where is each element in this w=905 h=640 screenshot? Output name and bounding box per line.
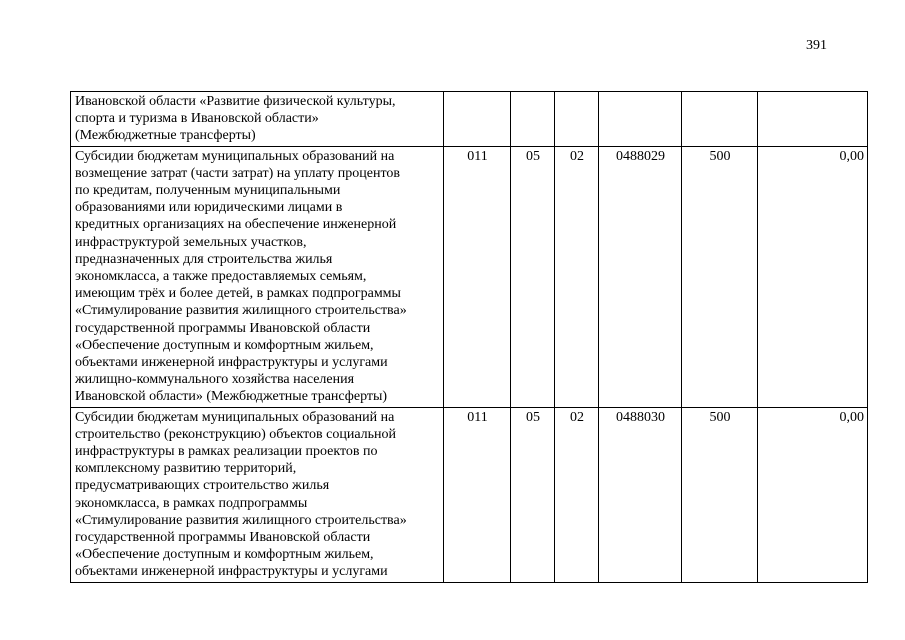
table-row: [71, 92, 868, 147]
ministry-code-cell: 011: [444, 146, 511, 407]
row-name-line: «Стимулирование развития жилищного строительства»: [75, 303, 407, 319]
row-name-line: инфраструктурой земельных участков,: [75, 234, 307, 250]
row-name-line: инфраструктуры в рамках реализации проектов по: [75, 444, 378, 460]
row-name-line: объектами инженерной инфраструктуры и услугами: [75, 355, 388, 371]
row-name-line: государственной программы Ивановской области: [75, 530, 371, 546]
row-name-line: государственной программы Ивановской области: [75, 320, 371, 336]
budget-table: [70, 91, 868, 583]
row-name-line: «Обеспечение доступным и комфортным жильем,: [75, 337, 374, 353]
row-name-line: кредитных организациях на обеспечение инженерной: [75, 217, 397, 233]
subsection-code-cell: [555, 92, 599, 147]
table-row: [71, 146, 868, 407]
row-name-line: спорта и туризма в Ивановской области»: [75, 111, 319, 127]
table-body: [71, 92, 868, 583]
row-name-line: образованиями или юридическими лицами в: [75, 200, 343, 216]
ministry-code-cell: [444, 92, 511, 147]
expense-type-cell: 500: [682, 146, 758, 407]
expense-type-cell: [682, 92, 758, 147]
row-name-line: возмещение затрат (части затрат) на уплату процентов: [75, 165, 401, 181]
subsection-code-cell: 02: [555, 146, 599, 407]
row-name-line: Ивановской области «Развитие физической культуры,: [75, 94, 396, 109]
ministry-code-cell: 011: [444, 407, 511, 582]
row-name-cell: [71, 92, 444, 147]
row-name-cell: [71, 407, 444, 582]
row-name-line: объектами инженерной инфраструктуры и услугами: [75, 564, 388, 580]
row-name-line: «Стимулирование развития жилищного строительства»: [75, 512, 407, 528]
row-name-line: (Межбюджетные трансферты): [75, 128, 256, 144]
expense-type-cell: 500: [682, 407, 758, 582]
row-name-line: строительство (реконструкцию) объектов социальной: [75, 426, 397, 442]
row-name-line: предусматривающих строительство жилья: [75, 478, 330, 494]
row-name-line: по кредитам, полученным муниципальными: [75, 183, 341, 199]
section-code-cell: 05: [511, 407, 555, 582]
target-article-cell: [599, 92, 682, 147]
row-name-cell: [71, 146, 444, 407]
row-name-line: экономкласса, в рамках подпрограммы: [75, 495, 308, 511]
row-name-line: предназначенных для строительства жилья: [75, 251, 333, 267]
section-code-cell: 05: [511, 146, 555, 407]
target-article-cell: 0488030: [599, 407, 682, 582]
section-code-cell: [511, 92, 555, 147]
amount-cell: [758, 92, 868, 147]
row-name-line: жилищно-коммунального хозяйства населения: [75, 372, 355, 388]
page-number: 391: [806, 38, 827, 53]
target-article-cell: 0488029: [599, 146, 682, 407]
row-name-line: экономкласса, а также предоставляемых семьям,: [75, 269, 367, 285]
row-name-line: Субсидии бюджетам муниципальных образований на: [75, 148, 395, 164]
row-name-line: комплексному развитию территорий,: [75, 461, 297, 477]
row-name-line: имеющим трёх и более детей, в рамках подпрограммы: [75, 286, 401, 302]
row-name-line: Ивановской области» (Межбюджетные трансферты): [75, 389, 388, 405]
row-name-line: «Обеспечение доступным и комфортным жильем,: [75, 547, 374, 563]
amount-cell: 0,00: [758, 407, 868, 582]
subsection-code-cell: 02: [555, 407, 599, 582]
table-row: [71, 407, 868, 582]
amount-cell: 0,00: [758, 146, 868, 407]
row-name-line: Субсидии бюджетам муниципальных образований на: [75, 409, 395, 425]
